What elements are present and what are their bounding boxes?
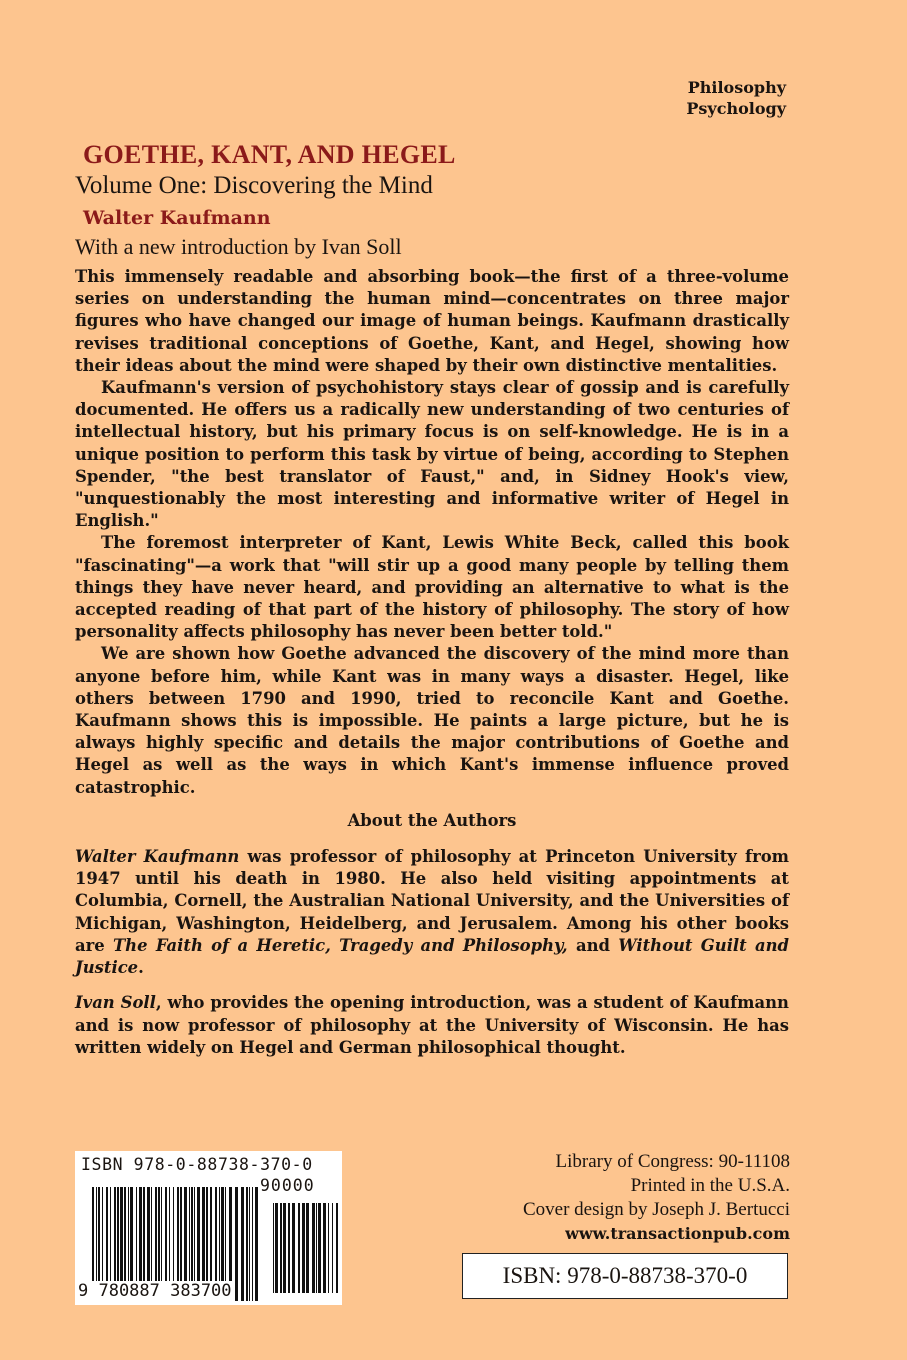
period: . — [138, 958, 144, 978]
description-paragraph: Kaufmann's version of psychohistory stays clear of gossip and is carefully documented. He offers us a radically new understanding of two centuries of intellectual history, but his primary focus is on self-knowledge. He is in a unique position to perform this task by virtue of being, according to Stephen Spender, "the best translator of Faust," and, in Sidney Hook's view, "unquestionably the most interesting and informative writer of Hegel in English." — [75, 378, 789, 531]
book-list-1: The Faith of a Heretic, Tragedy and Philosophy, — [112, 935, 568, 955]
barcode-number: 9 780887 383700 — [78, 1281, 232, 1301]
book-author: Walter Kaufmann — [83, 207, 271, 229]
kaufmann-bio-text: was professor of philosophy at Princeton University from 1947 until his death in 1980. He also held visiting appointments at Columbia, Cornell, the Australian National University, and the Universities of Michigan, Washington, Heidelberg, and Jerusalem. Among his other books are — [75, 847, 789, 955]
kaufmann-bio — [75, 846, 789, 979]
barcode-bar — [241, 1187, 244, 1301]
printed-in: Printed in the U.S.A. — [630, 1175, 790, 1196]
soll-name: Ivan Soll — [75, 993, 156, 1013]
introduction-credit: With a new introduction by Ivan Soll — [75, 234, 402, 259]
kaufmann-name: Walter Kaufmann — [75, 847, 240, 867]
cover-design-credit: Cover design by Joseph J. Bertucci — [522, 1199, 790, 1220]
barcode-bar — [273, 1203, 274, 1293]
barcode-bar — [252, 1187, 253, 1301]
publisher-url: www.transactionpub.com — [565, 1224, 790, 1243]
description-paragraph: This immensely readable and absorbing book—the first of a three-volume series on understanding the human mind—concentrates on three major figures who have changed our image of human beings. Kaufmann drastically revises traditional conceptions of Goethe, Kant, and Hegel, showing how their ideas about the mind were shaped by their own distinctive mentalities. — [75, 267, 789, 375]
barcode-bar — [332, 1203, 333, 1293]
category-philosophy: Philosophy — [687, 78, 786, 97]
barcode-bar — [235, 1187, 238, 1301]
book-subtitle: Volume One: Discovering the Mind — [75, 172, 433, 199]
soll-bio — [75, 992, 789, 1059]
publication-info — [523, 1150, 790, 1246]
barcode-bar — [318, 1203, 321, 1293]
barcode-bar — [312, 1203, 315, 1293]
barcode-bar — [255, 1187, 258, 1301]
book-title: GOETHE, KANT, AND HEGEL — [83, 140, 456, 169]
barcode-bar — [275, 1203, 278, 1293]
barcode-bar — [280, 1203, 282, 1293]
barcode-bar — [302, 1203, 305, 1293]
barcode-bar — [292, 1203, 295, 1293]
isbn-box: ISBN: 978-0-88738-370-0 — [462, 1253, 788, 1299]
about-authors-heading: About the Authors — [347, 810, 517, 830]
barcode-bar — [283, 1203, 286, 1293]
soll-bio-text: , who provides the opening introduction, was a student of Kaufmann and is now professor of philosophy at the University of Wisconsin. He has written widely on Hegel and German philosophical thought. — [75, 993, 789, 1057]
subject-categories — [686, 77, 786, 119]
barcode-bar — [298, 1203, 300, 1293]
description-paragraph: We are shown how Goethe advanced the discovery of the mind more than anyone before him, while Kant was in many ways a disaster. Hegel, like others between 1790 and 1990, tried to reconcile Kant and Goethe. Kaufmann shows this is impossible. He paints a large picture, but he is always highly specific and details the major contributions of Goethe and Hegel as well as the ways in which Kant's immense influence proved catastrophic. — [75, 644, 789, 797]
barcode-bar — [316, 1203, 317, 1293]
barcode-bar — [336, 1203, 338, 1293]
barcode-bar — [288, 1203, 290, 1293]
category-psychology: Psychology — [686, 99, 786, 118]
barcode-bar — [328, 1203, 329, 1293]
library-of-congress: Library of Congress: 90-11108 — [555, 1151, 790, 1172]
barcode-bar — [306, 1203, 309, 1293]
book-list-2: Without Guilt and Justice — [75, 935, 790, 978]
barcode-bar — [323, 1203, 326, 1293]
conjunction: and — [567, 935, 619, 955]
barcode-bar — [246, 1187, 248, 1301]
barcode-addon-number: 90000 — [260, 1176, 315, 1195]
barcode-isbn-label: ISBN 978-0-88738-370-0 — [81, 1155, 313, 1174]
barcode-bar — [249, 1187, 250, 1301]
description-body — [75, 266, 789, 1059]
description-paragraph: The foremost interpreter of Kant, Lewis White Beck, called this book "fascinating"—a work that "will stir up a good many people by telling them things they have never heard, and providing an alternative to what is the accepted reading of that part of the history of philosophy. The story of how personality affects philosophy has never been better told." — [75, 533, 789, 642]
isbn-barcode — [75, 1151, 342, 1305]
